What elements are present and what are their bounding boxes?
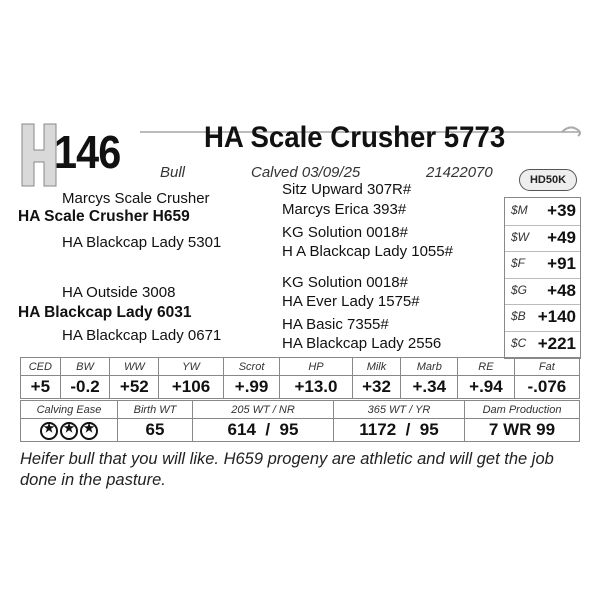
index-row [505, 331, 580, 358]
epd-header: Marb [401, 358, 458, 376]
epd-header: Fat [514, 358, 579, 376]
performance-value-row [21, 419, 580, 442]
dam-sire: HA Outside 3008 [62, 284, 176, 301]
lot-comment: Heifer bull that you will like. H659 progeny are athletic and will get the job done in the pasture. [20, 450, 554, 489]
star-icon [80, 422, 98, 440]
dd-dam: HA Blackcap Lady 2556 [282, 335, 442, 352]
ss-sire: Sitz Upward 307R# [282, 181, 412, 198]
performance-table [20, 400, 580, 442]
epd-value: +.94 [458, 376, 515, 399]
perf-header: Dam Production [465, 401, 580, 419]
perf-header: 365 WT / YR [334, 401, 465, 419]
epd-value: +.99 [223, 376, 280, 399]
index-value: +221 [537, 334, 576, 353]
ds-dam: HA Ever Lady 1575# [282, 293, 420, 310]
epd-value: +5 [21, 376, 61, 399]
calved-date: Calved 03/09/25 [251, 164, 361, 181]
dam-dam: HA Blackcap Lady 0671 [62, 327, 222, 344]
lot-number: 146 [54, 126, 121, 178]
index-value: +48 [547, 280, 576, 300]
epd-header: Milk [352, 358, 401, 376]
index-label: $C [511, 336, 527, 350]
perf-header: Calving Ease [21, 401, 118, 419]
epd-value: +106 [159, 376, 223, 399]
sire: HA Scale Crusher H659 [18, 208, 190, 225]
slash: / [405, 420, 411, 439]
performance-header-row [21, 401, 580, 419]
index-row [505, 251, 580, 279]
epd-header: HP [280, 358, 352, 376]
sire-dam: HA Blackcap Lady 5301 [62, 234, 222, 251]
weaning-weight-ratio [193, 419, 334, 442]
sire-sire: Marcys Scale Crusher [62, 190, 210, 207]
weaning-ratio: 95 [279, 420, 299, 439]
index-row [505, 304, 580, 332]
index-label: $G [511, 282, 528, 297]
epd-header: BW [60, 358, 110, 376]
dd-sire: HA Basic 7355# [282, 316, 389, 333]
index-row [505, 225, 580, 253]
weaning-weight: 614 [227, 420, 256, 439]
epd-value: +.34 [401, 376, 458, 399]
ds-sire: KG Solution 0018# [282, 274, 408, 291]
index-value: +39 [547, 201, 576, 220]
epd-header: CED [21, 358, 61, 376]
sd-dam: H A Blackcap Lady 1055# [282, 243, 453, 260]
sd-sire: KG Solution 0018# [282, 224, 408, 241]
index-row [505, 198, 580, 226]
yearling-ratio: 95 [419, 420, 439, 439]
index-label: $M [511, 203, 528, 217]
index-value: +49 [547, 227, 576, 247]
index-value: +91 [547, 254, 576, 274]
epd-value: -0.2 [60, 376, 110, 399]
epd-value: -.076 [514, 376, 579, 399]
epd-table [20, 357, 580, 399]
star-icon [40, 422, 58, 440]
epd-header: RE [458, 358, 515, 376]
epd-header-row [21, 358, 580, 376]
index-label: $W [511, 229, 529, 244]
epd-value: +32 [352, 376, 401, 399]
hd50k-badge: HD50K [519, 169, 577, 191]
epd-header: WW [110, 358, 159, 376]
epd-header: Scrot [223, 358, 280, 376]
epd-value: +52 [110, 376, 159, 399]
perf-header: 205 WT / NR [193, 401, 334, 419]
sex-label: Bull [160, 164, 186, 181]
calving-ease-stars [21, 419, 118, 442]
ss-dam: Marcys Erica 393# [282, 201, 407, 218]
animal-name: HA Scale Crusher 5773 [204, 121, 506, 154]
yearling-weight-ratio [334, 419, 465, 442]
rope-end-icon [560, 124, 584, 140]
epd-value-row [21, 376, 580, 399]
dam: HA Blackcap Lady 6031 [18, 304, 192, 321]
epd-value: +13.0 [280, 376, 352, 399]
slash: / [265, 420, 271, 439]
dam-production: 7 WR 99 [465, 419, 580, 442]
registration-number: 21422070 [426, 164, 493, 181]
index-label: $B [511, 309, 526, 324]
star-icon [60, 422, 78, 440]
birth-weight: 65 [118, 419, 193, 442]
index-value: +140 [537, 307, 576, 327]
perf-header: Birth WT [118, 401, 193, 419]
epd-header: YW [159, 358, 223, 376]
index-table [504, 197, 581, 359]
index-row [505, 278, 580, 306]
index-label: $F [511, 256, 526, 271]
yearling-weight: 1172 [359, 420, 397, 439]
